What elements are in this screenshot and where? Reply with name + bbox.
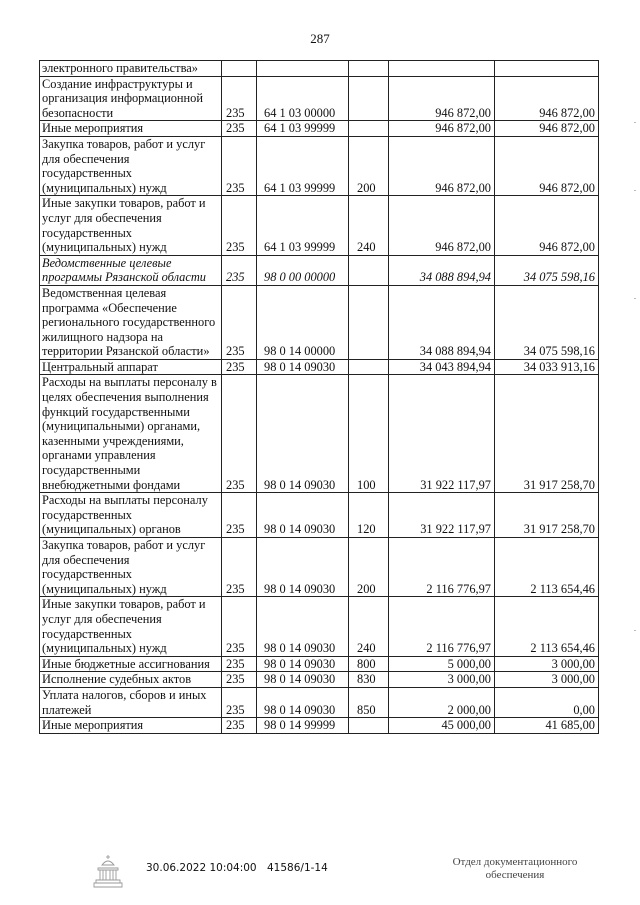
row-expense-type bbox=[349, 285, 389, 359]
row-amount-1 bbox=[389, 61, 495, 77]
row-dept-code: 235 bbox=[222, 359, 257, 375]
scan-edge-mark bbox=[634, 298, 636, 299]
row-dept-code: 235 bbox=[222, 76, 257, 121]
row-name: Иные закупки товаров, работ и услуг для обеспечения государственных (муниципальных) нужд bbox=[40, 196, 222, 255]
row-expense-type: 200 bbox=[349, 136, 389, 195]
row-target-code: 64 1 03 99999 bbox=[257, 196, 349, 255]
row-expense-type: 240 bbox=[349, 196, 389, 255]
row-amount-2: 34 033 913,16 bbox=[495, 359, 599, 375]
row-dept-code: 235 bbox=[222, 285, 257, 359]
row-amount-2: 34 075 598,16 bbox=[495, 255, 599, 285]
row-amount-1: 5 000,00 bbox=[389, 656, 495, 672]
row-amount-1: 31 922 117,97 bbox=[389, 375, 495, 493]
row-target-code: 98 0 14 99999 bbox=[257, 718, 349, 734]
row-amount-2: 3 000,00 bbox=[495, 672, 599, 688]
row-amount-2 bbox=[495, 61, 599, 77]
row-name: Расходы на выплаты персоналу государственных (муниципальных) органов bbox=[40, 493, 222, 538]
row-target-code: 64 1 03 99999 bbox=[257, 136, 349, 195]
row-dept-code: 235 bbox=[222, 538, 257, 597]
row-expense-type: 850 bbox=[349, 687, 389, 717]
row-dept-code: 235 bbox=[222, 672, 257, 688]
table-row bbox=[40, 61, 599, 77]
page-number: 287 bbox=[310, 31, 330, 46]
row-target-code: 98 0 14 09030 bbox=[257, 375, 349, 493]
row-expense-type bbox=[349, 255, 389, 285]
row-amount-2: 31 917 258,70 bbox=[495, 375, 599, 493]
table-row bbox=[40, 285, 599, 359]
row-name: Исполнение судебных актов bbox=[40, 672, 222, 688]
table-row bbox=[40, 136, 599, 195]
stamp-date: 30.06.2022 10:04:00 bbox=[146, 862, 257, 874]
stamp-number: 41586/1-14 bbox=[267, 862, 328, 874]
row-expense-type: 120 bbox=[349, 493, 389, 538]
row-amount-1: 45 000,00 bbox=[389, 718, 495, 734]
row-dept-code: 235 bbox=[222, 656, 257, 672]
row-name: Ведомственная целевая программа «Обеспечение регионального государственного жилищного надзора на территории Рязанской области» bbox=[40, 285, 222, 359]
budget-table-body bbox=[40, 61, 599, 734]
row-amount-1: 946 872,00 bbox=[389, 196, 495, 255]
table-row bbox=[40, 375, 599, 493]
table-row bbox=[40, 359, 599, 375]
row-amount-1: 2 000,00 bbox=[389, 687, 495, 717]
row-target-code: 98 0 14 09030 bbox=[257, 493, 349, 538]
scan-edge-mark bbox=[634, 122, 636, 123]
row-expense-type: 100 bbox=[349, 375, 389, 493]
table-row bbox=[40, 656, 599, 672]
table-row bbox=[40, 672, 599, 688]
row-dept-code bbox=[222, 61, 257, 77]
row-name: Иные мероприятия bbox=[40, 718, 222, 734]
row-amount-2: 946 872,00 bbox=[495, 136, 599, 195]
row-amount-1: 31 922 117,97 bbox=[389, 493, 495, 538]
row-amount-1: 34 043 894,94 bbox=[389, 359, 495, 375]
row-amount-1: 34 088 894,94 bbox=[389, 255, 495, 285]
row-amount-2: 946 872,00 bbox=[495, 196, 599, 255]
table-row bbox=[40, 255, 599, 285]
row-dept-code: 235 bbox=[222, 597, 257, 656]
table-row bbox=[40, 196, 599, 255]
table-row bbox=[40, 121, 599, 137]
row-expense-type bbox=[349, 121, 389, 137]
row-amount-1: 946 872,00 bbox=[389, 76, 495, 121]
row-dept-code: 235 bbox=[222, 718, 257, 734]
table-row bbox=[40, 538, 599, 597]
row-name: Закупка товаров, работ и услуг для обеспечения государственных (муниципальных) нужд bbox=[40, 136, 222, 195]
row-expense-type: 240 bbox=[349, 597, 389, 656]
row-expense-type: 200 bbox=[349, 538, 389, 597]
row-amount-2: 0,00 bbox=[495, 687, 599, 717]
row-name: Закупка товаров, работ и услуг для обеспечения государственных (муниципальных) нужд bbox=[40, 538, 222, 597]
row-name: Иные закупки товаров, работ и услуг для обеспечения государственных (муниципальных) нужд bbox=[40, 597, 222, 656]
row-target-code: 64 1 03 99999 bbox=[257, 121, 349, 137]
table-row bbox=[40, 687, 599, 717]
row-name: Создание инфраструктуры и организация информационной безопасности bbox=[40, 76, 222, 121]
row-target-code: 98 0 00 00000 bbox=[257, 255, 349, 285]
row-name: Расходы на выплаты персоналу в целях обеспечения выполнения функций государственными (муниципальными) органами, казенными учреждениями, органами управления государственными внебюджетными фондами bbox=[40, 375, 222, 493]
row-dept-code: 235 bbox=[222, 136, 257, 195]
row-name: Центральный аппарат bbox=[40, 359, 222, 375]
row-target-code: 98 0 14 00000 bbox=[257, 285, 349, 359]
row-amount-2: 2 113 654,46 bbox=[495, 538, 599, 597]
row-dept-code: 235 bbox=[222, 255, 257, 285]
row-amount-2: 31 917 258,70 bbox=[495, 493, 599, 538]
row-dept-code: 235 bbox=[222, 493, 257, 538]
row-dept-code: 235 bbox=[222, 121, 257, 137]
row-name: Иные бюджетные ассигнования bbox=[40, 656, 222, 672]
row-target-code: 64 1 03 00000 bbox=[257, 76, 349, 121]
budget-table bbox=[39, 60, 599, 734]
row-amount-2: 41 685,00 bbox=[495, 718, 599, 734]
row-target-code: 98 0 14 09030 bbox=[257, 672, 349, 688]
scan-edge-mark bbox=[634, 190, 636, 191]
row-amount-2: 946 872,00 bbox=[495, 76, 599, 121]
row-expense-type bbox=[349, 76, 389, 121]
row-target-code: 98 0 14 09030 bbox=[257, 597, 349, 656]
row-amount-1: 946 872,00 bbox=[389, 121, 495, 137]
row-target-code: 98 0 14 09030 bbox=[257, 687, 349, 717]
row-amount-1: 2 116 776,97 bbox=[389, 597, 495, 656]
row-expense-type bbox=[349, 61, 389, 77]
duma-logo-icon bbox=[93, 854, 123, 890]
row-target-code: 98 0 14 09030 bbox=[257, 359, 349, 375]
row-name: Уплата налогов, сборов и иных платежей bbox=[40, 687, 222, 717]
row-target-code: 98 0 14 09030 bbox=[257, 656, 349, 672]
row-amount-2: 946 872,00 bbox=[495, 121, 599, 137]
row-expense-type bbox=[349, 359, 389, 375]
row-name: Иные мероприятия bbox=[40, 121, 222, 137]
row-amount-1: 2 116 776,97 bbox=[389, 538, 495, 597]
row-amount-2: 2 113 654,46 bbox=[495, 597, 599, 656]
row-dept-code: 235 bbox=[222, 196, 257, 255]
table-row bbox=[40, 76, 599, 121]
row-expense-type: 830 bbox=[349, 672, 389, 688]
row-amount-1: 946 872,00 bbox=[389, 136, 495, 195]
department-stamp: Отдел документационного обеспечения bbox=[452, 856, 578, 881]
row-amount-2: 3 000,00 bbox=[495, 656, 599, 672]
row-amount-1: 34 088 894,94 bbox=[389, 285, 495, 359]
row-dept-code: 235 bbox=[222, 375, 257, 493]
row-expense-type bbox=[349, 718, 389, 734]
table-row bbox=[40, 718, 599, 734]
row-amount-2: 34 075 598,16 bbox=[495, 285, 599, 359]
row-amount-1: 3 000,00 bbox=[389, 672, 495, 688]
footer bbox=[0, 848, 640, 898]
row-target-code bbox=[257, 61, 349, 77]
table-row bbox=[40, 597, 599, 656]
row-name: Ведомственные целевые программы Рязанской области bbox=[40, 255, 222, 285]
row-dept-code: 235 bbox=[222, 687, 257, 717]
row-target-code: 98 0 14 09030 bbox=[257, 538, 349, 597]
row-expense-type: 800 bbox=[349, 656, 389, 672]
row-name: электронного правительства» bbox=[40, 61, 222, 77]
scan-edge-mark bbox=[634, 630, 636, 631]
table-row bbox=[40, 493, 599, 538]
